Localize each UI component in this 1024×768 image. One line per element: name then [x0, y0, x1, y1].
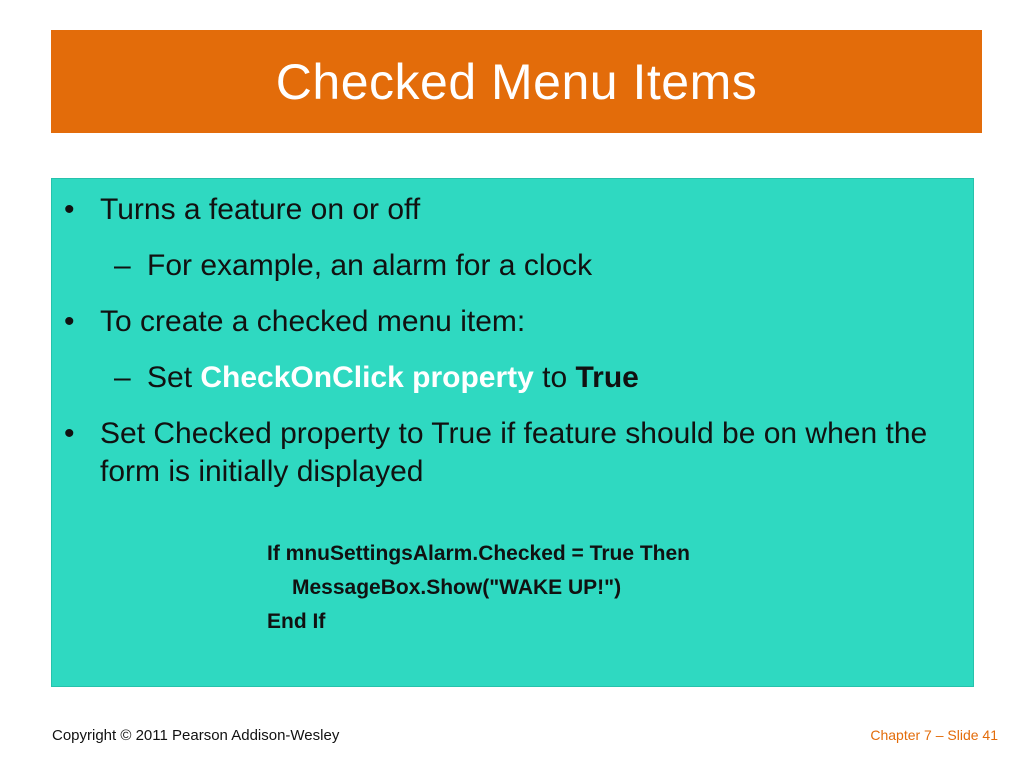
- slide-number: Chapter 7 – Slide 41: [870, 727, 998, 743]
- dash-icon: –: [114, 361, 131, 394]
- bullet-item: [52, 191, 946, 229]
- sub-bullet-prefix: Set: [147, 361, 201, 394]
- bullet-icon: •: [64, 417, 75, 450]
- sub-bullet-item: [52, 359, 973, 397]
- slide-title: Checked Menu Items: [275, 53, 758, 110]
- bullet-item: [52, 303, 946, 341]
- bullet-text: Turns a feature on or off: [100, 193, 421, 226]
- sub-bullet-item: [52, 247, 973, 285]
- content-box: [51, 178, 974, 687]
- bullet-list: [52, 191, 973, 509]
- code-line: MessageBox.Show("WAKE UP!"): [292, 576, 622, 599]
- bullet-text: Set Checked property to True if feature should be on when the form is initially displayed: [100, 417, 928, 488]
- bullet-icon: •: [64, 193, 75, 226]
- sub-bullet-text: For example, an alarm for a clock: [147, 249, 593, 282]
- code-block: [267, 537, 690, 639]
- code-line: End If: [267, 610, 326, 633]
- dash-icon: –: [114, 249, 131, 282]
- highlight-text: CheckOnClick property: [200, 361, 534, 394]
- bold-text: True: [575, 361, 639, 394]
- bullet-icon: •: [64, 305, 75, 338]
- copyright-footer: Copyright © 2011 Pearson Addison-Wesley: [52, 727, 340, 744]
- bullet-item: [52, 415, 946, 491]
- title-bar: [51, 30, 982, 133]
- bullet-text: To create a checked menu item:: [100, 305, 526, 338]
- code-line: If mnuSettingsAlarm.Checked = True Then: [267, 542, 691, 565]
- sub-bullet-middle: to: [533, 361, 576, 394]
